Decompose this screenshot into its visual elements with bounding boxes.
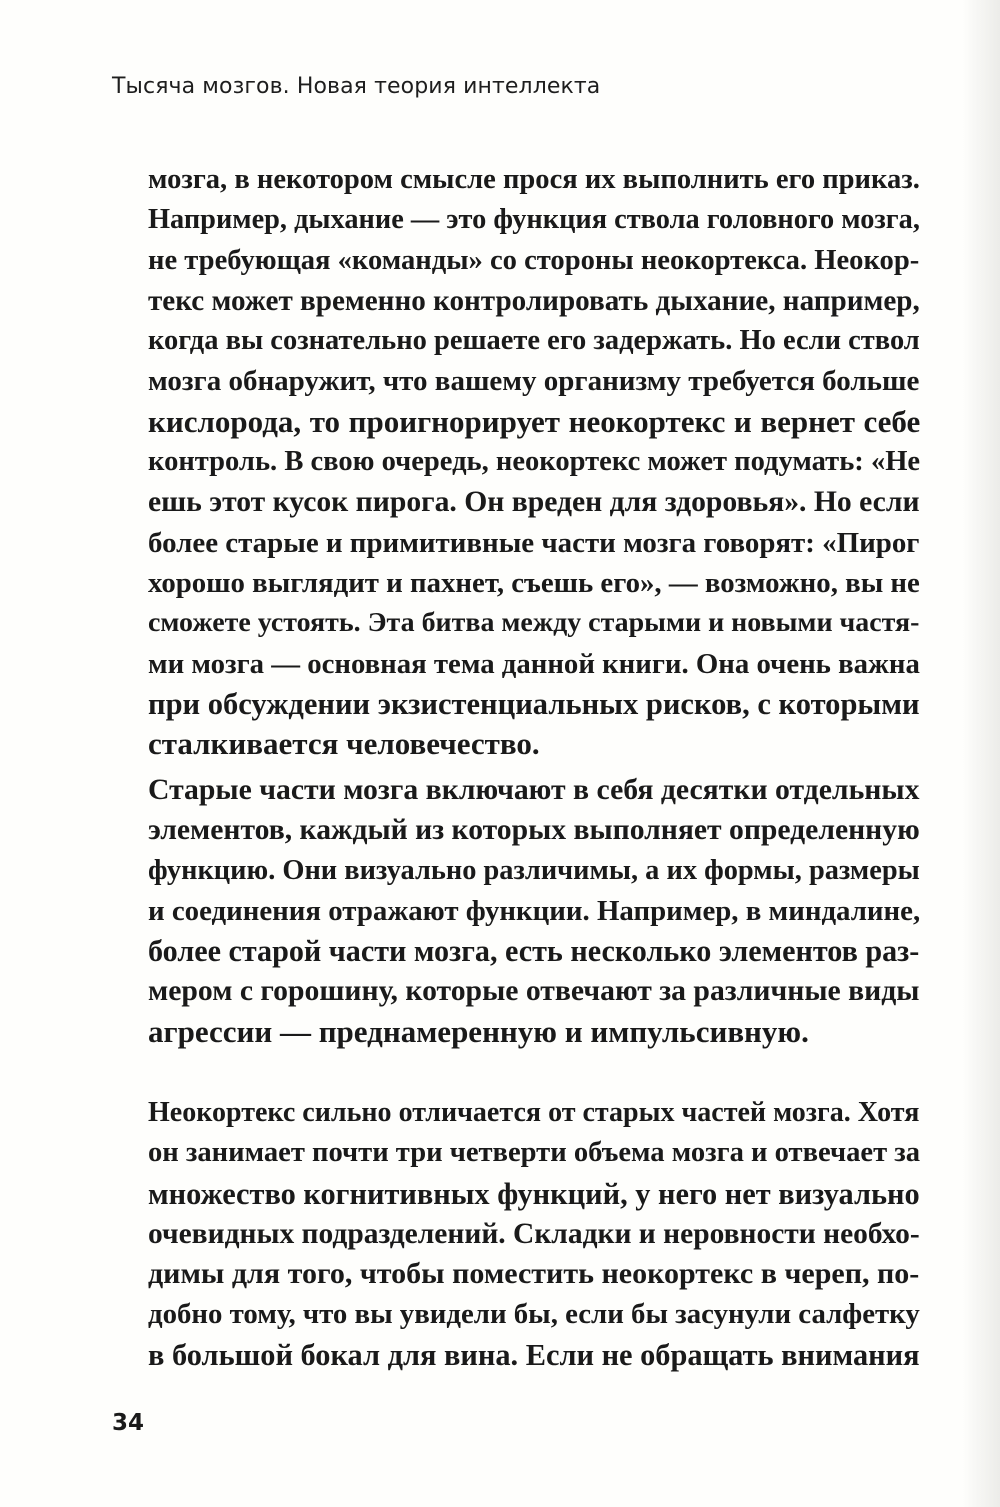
text-line: мозга обнаружит, что вашему организму требуется больше	[148, 365, 920, 398]
text-line: элементов, каждый из которых выполняет определенную	[148, 814, 920, 847]
text-line: и соединения отражают функции. Например, в миндалине,	[148, 894, 920, 927]
text-line: в большой бокал для вина. Если не обращать внимания	[148, 1337, 920, 1372]
text-line: функцию. Они визуально различимы, а их формы, размеры	[148, 854, 920, 886]
text-line: Например, дыхание — это функция ствола головного мозга,	[148, 204, 920, 236]
text-line: Старые части мозга включают в себя десятки отдельных	[148, 774, 920, 806]
text-line: сможете устоять. Эта битва между старыми и новыми частя-	[148, 607, 920, 639]
text-line: мозга, в некотором смысле прося их выполнить его приказ.	[148, 164, 920, 195]
text-line: когда вы сознательно решаете его задержать. Но если ствол	[148, 325, 920, 357]
text-line: мером с горошину, которые отвечают за различные виды	[148, 975, 920, 1008]
paragraph-text	[148, 770, 920, 1052]
paragraph-2	[148, 770, 920, 1052]
text-line: сталкивается человечество.	[148, 726, 540, 762]
page-edge-shadow	[962, 0, 1000, 1507]
text-line: множество когнитивных функций, у него нет визуально	[148, 1176, 920, 1211]
running-head: Тысяча мозгов. Новая теория интеллекта	[112, 74, 601, 99]
paragraph-text	[148, 1093, 920, 1375]
text-line: ми мозга — основная тема данной книги. Она очень важна	[148, 647, 920, 680]
text-line: ешь этот кусок пирога. Он вреден для здоровья». Но если	[148, 486, 920, 519]
text-line: он занимает почти три четверти объема мозга и отвечает за	[148, 1137, 920, 1169]
text-line: контроль. В свою очередь, неокортекс может подумать: «Не	[148, 446, 920, 478]
text-line: более старые и примитивные части мозга говорят: «Пирог	[148, 526, 920, 559]
text-line: димы для того, чтобы поместить неокортекс в череп, по-	[148, 1257, 920, 1291]
paragraph-1	[148, 160, 920, 764]
text-line: текс может временно контролировать дыхание, например,	[148, 284, 920, 317]
text-line: более старой части мозга, есть несколько элементов раз-	[148, 934, 920, 969]
text-line: агрессии — преднамеренную и импульсивную.	[148, 1013, 809, 1049]
text-line: хорошо выглядит и пахнет, съешь его», — возможно, вы не	[148, 566, 920, 599]
text-line: добно тому, что вы увидели бы, если бы засунули салфетку	[148, 1298, 920, 1331]
page-number: 34	[112, 1410, 145, 1436]
text-line: при обсуждении экзистенциальных рисков, с которыми	[148, 686, 920, 721]
paragraph-3	[148, 1093, 920, 1375]
text-line: очевидных подразделений. Складки и неровности необхо-	[148, 1217, 920, 1250]
text-line: не требующая «команды» со стороны неокортекса. Неокор-	[148, 244, 920, 276]
paragraph-text	[148, 160, 920, 764]
text-line: Неокортекс сильно отличается от старых частей мозга. Хотя	[148, 1097, 920, 1128]
text-line: кислорода, то проигнорирует неокортекс и вернет себе	[148, 403, 920, 439]
